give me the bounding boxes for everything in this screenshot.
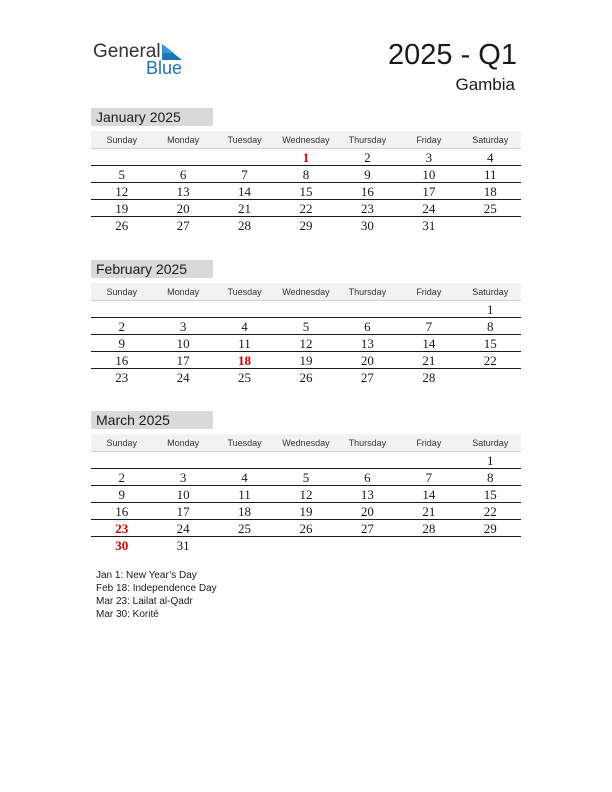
weekday-label: Sunday xyxy=(106,135,137,145)
day-cell: 12 xyxy=(299,336,313,351)
day-cell: 26 xyxy=(115,218,129,233)
weekday-label: Monday xyxy=(167,287,200,297)
day-cell: 19 xyxy=(299,504,313,519)
day-cell: 28 xyxy=(238,218,252,233)
empty-day-cell xyxy=(214,537,275,554)
day-cell: 20 xyxy=(360,353,374,368)
empty-day-cell xyxy=(152,301,213,317)
day-cell: 2 xyxy=(118,470,125,485)
day-cell: 23 xyxy=(115,370,129,385)
day-cell: 22 xyxy=(483,353,497,368)
empty-day-cell xyxy=(214,149,275,165)
month-calendar-january xyxy=(91,108,521,234)
day-cell: 13 xyxy=(176,184,190,199)
empty-day-cell xyxy=(152,149,213,165)
empty-day-cell xyxy=(91,452,152,468)
week-row xyxy=(91,352,521,369)
weekday-label: Friday xyxy=(416,287,442,297)
day-cell: 11 xyxy=(238,336,251,351)
day-cell: 23 xyxy=(360,201,374,216)
month-title: January 2025 xyxy=(91,108,213,126)
empty-day-cell xyxy=(460,369,521,386)
day-cell: 22 xyxy=(299,201,313,216)
day-cell: 3 xyxy=(425,150,433,165)
day-cell: 3 xyxy=(179,319,187,334)
weekday-label: Wednesday xyxy=(282,438,330,448)
empty-day-cell xyxy=(275,452,336,468)
day-cell: 19 xyxy=(299,353,313,368)
weekday-header-row xyxy=(91,434,521,452)
day-cell: 29 xyxy=(299,218,313,233)
day-cell: 28 xyxy=(422,521,436,536)
day-cell: 8 xyxy=(302,167,310,182)
day-cell: 27 xyxy=(360,521,374,536)
weekday-label: Tuesday xyxy=(227,438,262,448)
day-cell: 5 xyxy=(118,167,125,182)
day-cell: 14 xyxy=(422,487,436,502)
day-cell: 19 xyxy=(115,201,129,216)
day-cell: 15 xyxy=(483,336,497,351)
day-cell: 6 xyxy=(364,470,371,485)
empty-day-cell xyxy=(91,149,152,165)
weekday-label: Saturday xyxy=(472,135,509,145)
holiday-note: Mar 30: Korité xyxy=(96,609,159,620)
week-row xyxy=(91,166,521,183)
day-cell: 11 xyxy=(238,487,251,502)
week-row xyxy=(91,537,521,554)
day-cell: 24 xyxy=(176,521,190,536)
week-row xyxy=(91,335,521,352)
week-row xyxy=(91,503,521,520)
week-row xyxy=(91,183,521,200)
day-cell: 17 xyxy=(176,353,190,368)
day-cell: 6 xyxy=(179,167,187,182)
week-row xyxy=(91,452,521,469)
weekday-label: Saturday xyxy=(472,287,509,297)
holiday-note: Mar 23: Lailat al-Qadr xyxy=(96,596,193,607)
day-cell: 10 xyxy=(176,336,190,351)
weekday-label: Sunday xyxy=(106,438,137,448)
day-cell: 24 xyxy=(422,201,436,216)
day-cell: 26 xyxy=(299,521,313,536)
day-cell: 17 xyxy=(422,184,436,199)
week-row xyxy=(91,200,521,217)
day-cell: 25 xyxy=(238,370,252,385)
day-cell: 6 xyxy=(364,319,371,334)
empty-day-cell xyxy=(214,452,275,468)
month-calendar-march xyxy=(91,411,521,554)
day-cell: 21 xyxy=(422,504,436,519)
day-cell: 1 xyxy=(302,150,310,165)
day-cell: 4 xyxy=(486,150,494,165)
day-cell: 29 xyxy=(483,521,497,536)
empty-day-cell xyxy=(398,537,459,554)
day-cell: 11 xyxy=(483,167,497,182)
day-cell: 1 xyxy=(486,302,494,317)
week-row xyxy=(91,520,521,537)
day-cell: 16 xyxy=(360,184,374,199)
day-cell: 9 xyxy=(118,487,125,502)
page-title: 2025 - Q1 xyxy=(388,39,517,71)
day-cell: 24 xyxy=(176,370,190,385)
holiday-note: Feb 18: Independence Day xyxy=(96,583,217,594)
day-cell: 30 xyxy=(360,218,374,233)
day-cell: 15 xyxy=(299,184,313,199)
weekday-label: Tuesday xyxy=(227,287,262,297)
week-row xyxy=(91,369,521,386)
day-cell: 10 xyxy=(422,167,436,182)
week-row xyxy=(91,318,521,335)
month-calendar-february xyxy=(91,260,521,386)
day-cell: 25 xyxy=(483,201,497,216)
day-cell: 15 xyxy=(483,487,497,502)
weekday-label: Saturday xyxy=(472,438,509,448)
generalblue-logo xyxy=(93,41,193,77)
day-cell: 2 xyxy=(364,150,371,165)
day-cell: 26 xyxy=(299,370,313,385)
day-cell: 20 xyxy=(176,201,190,216)
weekday-label: Monday xyxy=(167,438,200,448)
empty-day-cell xyxy=(152,452,213,468)
weekday-label: Thursday xyxy=(348,135,387,145)
weekday-label: Friday xyxy=(416,438,442,448)
day-cell: 8 xyxy=(486,319,494,334)
day-cell: 18 xyxy=(238,504,252,519)
day-cell: 2 xyxy=(118,319,125,334)
empty-day-cell xyxy=(460,537,521,554)
holiday-note: Jan 1: New Year’s Day xyxy=(96,570,197,581)
empty-day-cell xyxy=(337,537,398,554)
day-cell: 27 xyxy=(360,370,374,385)
day-cell: 30 xyxy=(115,538,129,553)
day-cell: 9 xyxy=(118,336,125,351)
day-cell: 4 xyxy=(241,319,248,334)
day-cell: 8 xyxy=(486,470,494,485)
day-cell: 9 xyxy=(364,167,371,182)
day-cell: 27 xyxy=(176,218,190,233)
day-cell: 1 xyxy=(486,453,494,468)
weekday-label: Sunday xyxy=(106,287,137,297)
empty-day-cell xyxy=(398,301,459,317)
month-title: February 2025 xyxy=(91,260,213,278)
logo-text-general: General xyxy=(93,41,161,62)
weekday-label: Thursday xyxy=(348,287,387,297)
day-cell: 16 xyxy=(115,504,129,519)
day-cell: 21 xyxy=(422,353,436,368)
week-row xyxy=(91,149,521,166)
day-cell: 12 xyxy=(115,184,129,199)
empty-day-cell xyxy=(91,301,152,317)
weekday-label: Thursday xyxy=(348,438,387,448)
weekday-label: Monday xyxy=(167,135,200,145)
empty-day-cell xyxy=(337,452,398,468)
empty-day-cell xyxy=(398,452,459,468)
day-cell: 5 xyxy=(302,319,310,334)
day-cell: 7 xyxy=(425,319,433,334)
week-row xyxy=(91,486,521,503)
day-cell: 23 xyxy=(115,521,129,536)
day-cell: 7 xyxy=(425,470,433,485)
day-cell: 22 xyxy=(483,504,497,519)
day-cell: 4 xyxy=(241,470,248,485)
week-row xyxy=(91,301,521,318)
month-title: March 2025 xyxy=(91,411,213,429)
empty-day-cell xyxy=(337,301,398,317)
day-cell: 7 xyxy=(241,167,248,182)
holiday-notes xyxy=(96,569,217,621)
weekday-label: Wednesday xyxy=(282,287,330,297)
day-cell: 14 xyxy=(422,336,436,351)
week-row xyxy=(91,469,521,486)
weekday-label: Wednesday xyxy=(282,135,330,145)
weekday-label: Tuesday xyxy=(227,135,262,145)
day-cell: 17 xyxy=(176,504,190,519)
weekday-header-row xyxy=(91,283,521,301)
day-cell: 5 xyxy=(302,470,310,485)
day-cell: 25 xyxy=(238,521,252,536)
day-cell: 31 xyxy=(176,538,190,553)
day-cell: 14 xyxy=(238,184,252,199)
empty-day-cell xyxy=(275,301,336,317)
day-cell: 21 xyxy=(238,201,252,216)
day-cell: 20 xyxy=(360,504,374,519)
weekday-label: Friday xyxy=(416,135,442,145)
day-cell: 16 xyxy=(115,353,129,368)
day-cell: 3 xyxy=(179,470,187,485)
day-cell: 31 xyxy=(422,218,436,233)
country-name: Gambia xyxy=(455,75,515,94)
day-cell: 28 xyxy=(422,370,436,385)
week-row xyxy=(91,217,521,234)
empty-day-cell xyxy=(275,537,336,554)
empty-day-cell xyxy=(460,217,521,234)
logo-text-blue: Blue xyxy=(146,58,183,78)
empty-day-cell xyxy=(214,301,275,317)
day-cell: 13 xyxy=(360,336,374,351)
day-cell: 18 xyxy=(238,353,252,368)
day-cell: 18 xyxy=(483,184,497,199)
weekday-header-row xyxy=(91,131,521,149)
day-cell: 13 xyxy=(360,487,374,502)
day-cell: 10 xyxy=(176,487,190,502)
day-cell: 12 xyxy=(299,487,313,502)
